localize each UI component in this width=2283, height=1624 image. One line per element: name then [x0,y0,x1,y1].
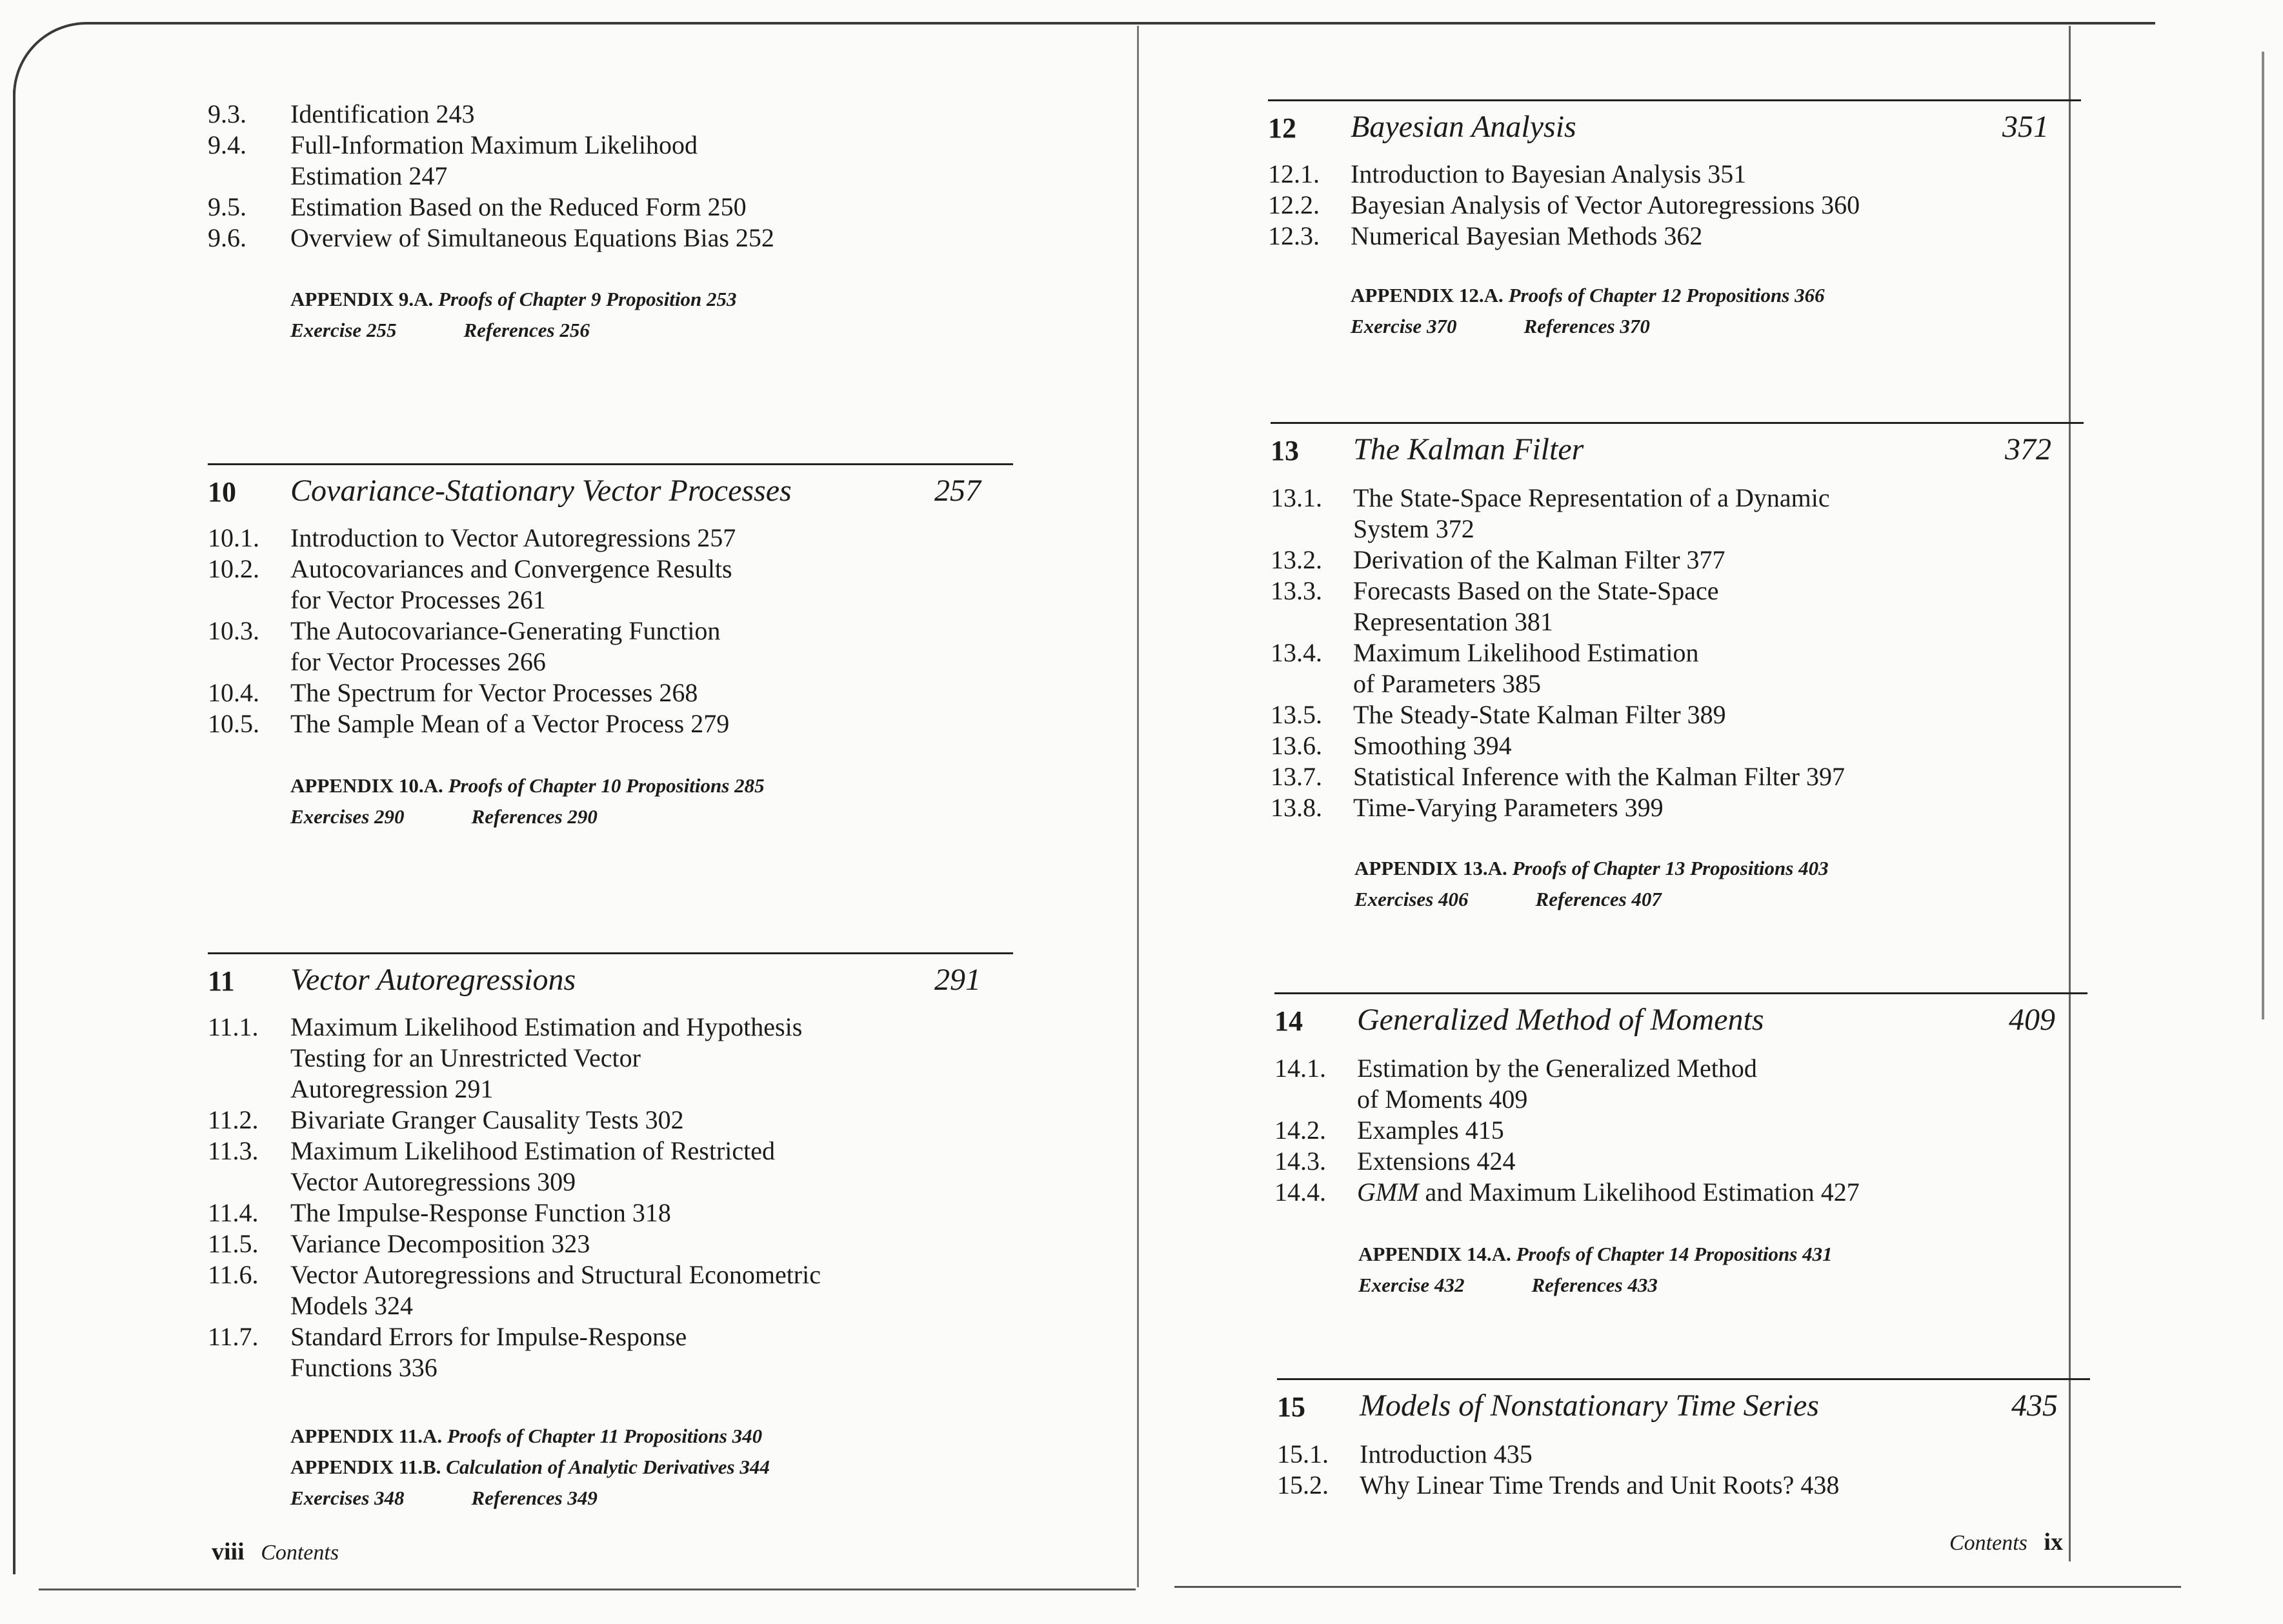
toc-entry [1271,483,2077,545]
section-title-line: Standard Errors for Impulse-Response [290,1322,687,1351]
toc-entry [208,223,982,254]
section-title-line: The Steady-State Kalman Filter 389 [1353,700,1726,729]
section-title-line: Forecasts Based on the State-Space [1353,576,1719,605]
section-title-line: Functions 336 [290,1353,437,1382]
chapter-number: 12 [1268,112,1296,144]
toc-entry [208,1105,1047,1136]
chapter-title: Models of Nonstationary Time Series [1360,1388,1819,1423]
appendix-9a: APPENDIX 9.A. Proofs of Chapter 9 Proposition 253 Exercise 255 References 256 [290,288,737,341]
section-title-line: Bayesian Analysis of Vector Autoregressions 360 [1351,190,1860,219]
section-number: 11.3. [208,1136,259,1165]
chapter-page: 372 [2005,432,2051,466]
section-title-line: for Vector Processes 261 [290,585,546,614]
section-title-line: GMM and Maximum Likelihood Estimation 427 [1357,1178,1860,1207]
section-number: 13.3. [1271,576,1322,605]
toc-entry [208,616,982,677]
section-number: 11.5. [208,1229,259,1258]
section-title-line: Introduction 435 [1360,1439,1533,1469]
appendix-13a: APPENDIX 13.A. Proofs of Chapter 13 Propositions 403 Exercises 406 References 407 [1354,857,1829,910]
section-number: 13.1. [1271,483,1322,512]
section-number: 15.1. [1277,1439,1329,1469]
section-title-line: Representation 381 [1353,607,1553,636]
section-number: 14.4. [1274,1178,1326,1207]
chapter-number: 10 [208,476,236,508]
toc-entry [208,1012,1047,1105]
section-number: 10.5. [208,709,259,738]
toc-entry [1271,576,2077,637]
section-number: 14.1. [1274,1054,1326,1083]
section-title-line: The Sample Mean of a Vector Process 279 [290,709,730,738]
toc-entry [1271,792,2077,823]
toc-entry [1274,1115,2081,1146]
section-title-line: Introduction to Vector Autoregressions 257 [290,523,736,552]
section-title-line: Estimation Based on the Reduced Form 250 [290,192,747,221]
section-number: 10.3. [208,616,259,645]
section-number: 13.8. [1271,793,1322,822]
section-number: 9.5. [208,192,246,221]
section-title-line: of Moments 409 [1357,1085,1528,1114]
toc-entry [208,554,982,616]
section-title-line: The State-Space Representation of a Dynamic [1353,483,1830,512]
section-number: 10.2. [208,554,259,583]
toc-entry [208,708,982,739]
section-title-line: Full-Information Maximum Likelihood [290,130,698,159]
toc-entry [208,192,982,223]
section-number: 15.2. [1277,1470,1329,1499]
section-title-line: Autocovariances and Convergence Results [290,554,732,583]
toc-entry [208,99,982,130]
toc-entry [208,130,982,192]
section-number: 11.6. [208,1260,259,1289]
chapter-13-heading [1271,422,2084,469]
section-title-line: The Impulse-Response Function 318 [290,1198,671,1227]
toc-entry [1271,761,2077,792]
appendix-10a: APPENDIX 10.A. Proofs of Chapter 10 Propositions 285 Exercises 290 References 290 [290,774,765,828]
section-number: 9.4. [208,130,246,159]
section-title-line: The Autocovariance-Generating Function [290,616,721,645]
chapter-11-heading [208,952,1013,999]
section-title-line: Vector Autoregressions and Structural Econometric [290,1260,821,1289]
section-title-line: Estimation 247 [290,161,448,190]
toc-entry [1277,1439,2084,1470]
chapter-page: 435 [2011,1388,2058,1423]
toc-entry [208,677,982,708]
section-title-line: Variance Decomposition 323 [290,1229,590,1258]
chapter-title: Bayesian Analysis [1351,110,1576,144]
toc-entry [1271,699,2077,730]
toc-entry [208,1198,1047,1228]
section-number: 14.2. [1274,1116,1326,1145]
toc-entry [1277,1470,2084,1501]
section-title-line: Maximum Likelihood Estimation and Hypothesis [290,1012,803,1041]
section-title-line: Testing for an Unrestricted Vector [290,1043,641,1072]
section-number: 10.4. [208,678,259,707]
section-number: 11.4. [208,1198,259,1227]
chapter-title: The Kalman Filter [1353,432,1584,466]
section-title-line: Maximum Likelihood Estimation of Restricted [290,1136,775,1165]
section-title-line: Smoothing 394 [1353,731,1512,760]
toc-entries-ch15 [1277,1439,2084,1501]
chapter-page: 291 [934,963,981,997]
toc-entry [208,523,982,554]
toc-entries-ch11 [208,1012,1047,1383]
section-number: 10.1. [208,523,259,552]
toc-entry [1271,730,2077,761]
section-number: 13.2. [1271,545,1322,574]
section-number: 11.7. [208,1322,259,1351]
toc-entries-ch9 [208,99,982,254]
section-number: 13.4. [1271,638,1322,667]
toc-entries-ch13 [1271,483,2077,823]
toc-entry [1271,545,2077,576]
toc-entry [208,1259,1047,1321]
section-number: 9.6. [208,223,246,252]
chapter-title: Covariance-Stationary Vector Processes [290,474,792,508]
chapter-15-heading [1277,1378,2090,1425]
section-number: 12.2. [1268,190,1320,219]
right-page [1142,0,2283,1624]
section-title-line: of Parameters 385 [1353,669,1542,698]
section-title-line: Bivariate Granger Causality Tests 302 [290,1105,684,1134]
section-title-line: Why Linear Time Trends and Unit Roots? 438 [1360,1470,1840,1499]
section-title-line: System 372 [1353,514,1474,543]
section-title-line: Vector Autoregressions 309 [290,1167,576,1196]
section-title-line: Time-Varying Parameters 399 [1353,793,1664,822]
page-folio-left: viii Contents [212,1538,339,1565]
chapter-page: 409 [2009,1003,2055,1037]
section-title-line: Extensions 424 [1357,1147,1516,1176]
toc-entries-ch10 [208,523,982,739]
chapter-number: 11 [208,965,235,997]
section-title-line: Identification 243 [290,99,475,128]
section-number: 11.1. [208,1012,259,1041]
chapter-number: 15 [1277,1391,1305,1423]
section-number: 12.1. [1268,159,1320,188]
appendix-14a: APPENDIX 14.A. Proofs of Chapter 14 Propositions 431 Exercise 432 References 433 [1358,1243,1833,1296]
section-number: 13.7. [1271,762,1322,791]
section-title-line: Autoregression 291 [290,1074,494,1103]
toc-entry [1271,637,2077,699]
chapter-title: Generalized Method of Moments [1357,1003,1764,1037]
section-title-line: Statistical Inference with the Kalman Filter 397 [1353,762,1845,791]
section-title-line: Numerical Bayesian Methods 362 [1351,221,1703,250]
chapter-number: 13 [1271,435,1299,466]
toc-entries-ch14 [1274,1053,2081,1208]
section-title-line: Overview of Simultaneous Equations Bias 252 [290,223,774,252]
page-folio-right: Contents ix [1949,1529,2063,1556]
section-number: 13.6. [1271,731,1322,760]
toc-entry [1274,1053,2081,1115]
section-title-line: Examples 415 [1357,1116,1504,1145]
chapter-number: 14 [1274,1005,1303,1037]
toc-entry [1268,190,2075,221]
toc-entry [1268,221,2075,252]
toc-entry [208,1228,1047,1259]
appendix-12a: APPENDIX 12.A. Proofs of Chapter 12 Propositions 366 Exercise 370 References 370 [1351,284,1825,337]
chapter-14-heading [1274,992,2087,1039]
toc-entry [1268,159,2075,190]
section-title-line: Maximum Likelihood Estimation [1353,638,1699,667]
section-title-line: Models 324 [290,1291,413,1320]
section-number: 9.3. [208,99,246,128]
chapter-title: Vector Autoregressions [290,963,576,997]
toc-entries-ch12 [1268,159,2075,252]
section-number: 14.3. [1274,1147,1326,1176]
toc-entry [208,1136,1047,1198]
section-title-line: Introduction to Bayesian Analysis 351 [1351,159,1747,188]
toc-entry [1274,1177,2081,1208]
section-title-line: The Spectrum for Vector Processes 268 [290,678,698,707]
toc-entry [208,1321,1047,1383]
section-title-line: Estimation by the Generalized Method [1357,1054,1757,1083]
toc-entry [1274,1146,2081,1177]
chapter-page: 257 [934,474,981,508]
chapter-page: 351 [2002,110,2049,144]
section-title-line: for Vector Processes 266 [290,647,546,676]
section-title-line: Derivation of the Kalman Filter 377 [1353,545,1725,574]
section-number: 12.3. [1268,221,1320,250]
appendix-11: APPENDIX 11.A. Proofs of Chapter 11 Propositions 340 APPENDIX 11.B. Calculation of Analytic Derivatives 344 Exercises 348 References 349 [290,1425,770,1509]
section-number: 11.2. [208,1105,259,1134]
chapter-12-heading [1268,99,2081,146]
chapter-10-heading [208,463,1013,510]
section-number: 13.5. [1271,700,1322,729]
